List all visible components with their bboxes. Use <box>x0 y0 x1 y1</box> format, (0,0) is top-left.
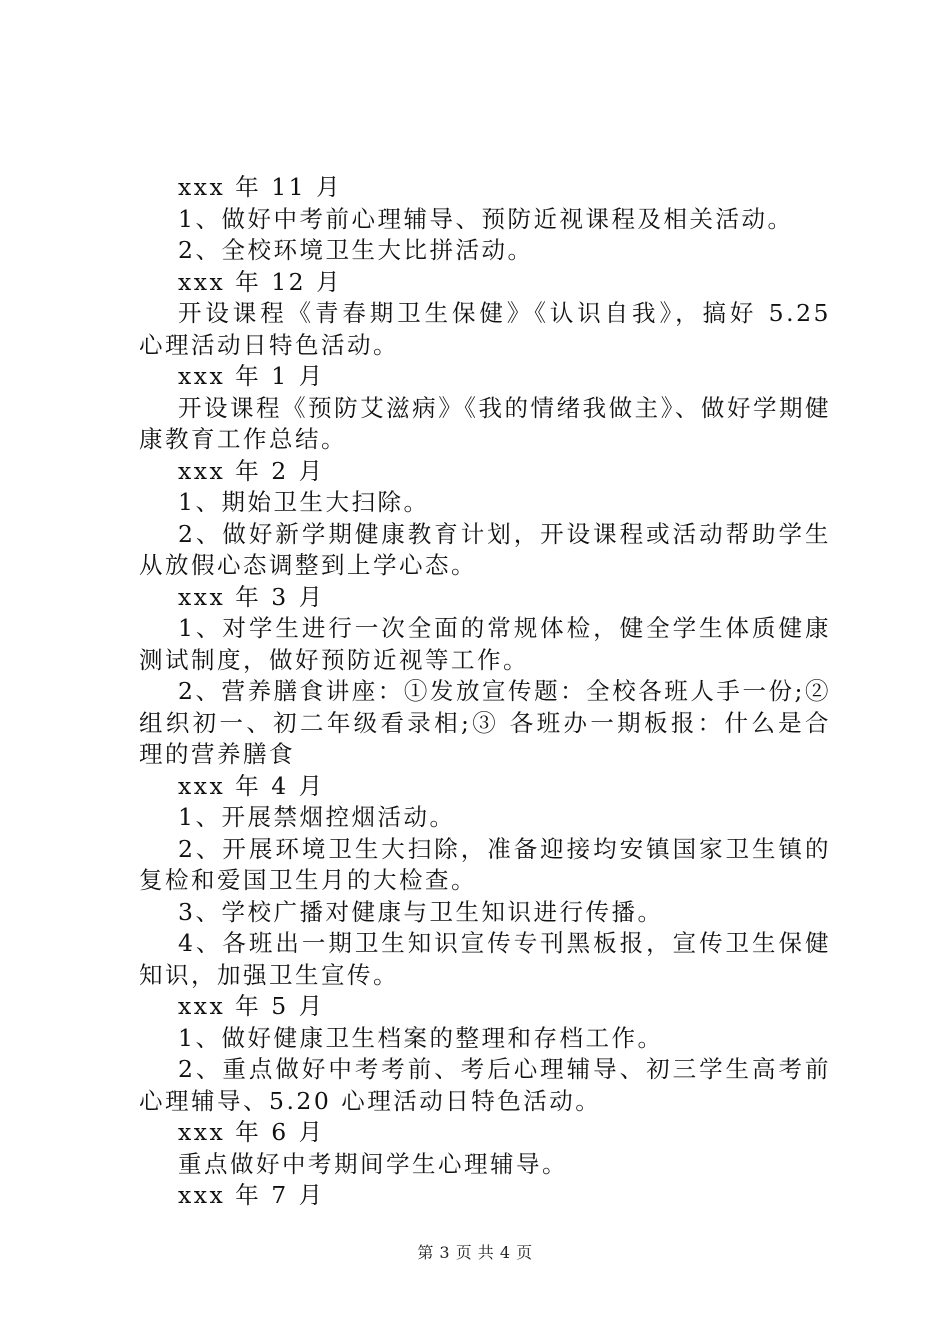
month-heading-nov: xxx 年 11 月 <box>178 173 343 201</box>
paragraph-jun-1: 重点做好中考期间学生心理辅导。 <box>178 1149 568 1178</box>
month-heading-may: xxx 年 5 月 <box>178 992 325 1020</box>
paragraph-apr-2: 2、开展环境卫生大扫除，准备迎接均安镇国家卫生镇的复检和爱国卫生月的大检查。 <box>139 834 831 894</box>
paragraph-apr-1: 1、开展禁烟控烟活动。 <box>178 803 456 831</box>
month-heading-jan: xxx 年 1 月 <box>178 362 325 390</box>
paragraph-jan-1: 开设课程《预防艾滋病》《我的情绪我做主》、做好学期健康教育工作总结。 <box>139 393 831 453</box>
paragraph-dec-1: 开设课程《青春期卫生保健》《认识自我》，搞好 5.25 心理活动日特色活动。 <box>139 299 831 359</box>
month-heading-feb: xxx 年 2 月 <box>178 456 325 485</box>
month-heading-mar: xxx 年 3 月 <box>178 582 325 611</box>
paragraph-feb-1: 1、期始卫生大扫除。 <box>178 488 430 516</box>
document-body <box>139 172 831 1212</box>
paragraph-apr-3: 3、学校广播对健康与卫生知识进行传播。 <box>178 897 664 926</box>
paragraph-nov-2: 2、全校环境卫生大比拼活动。 <box>178 236 534 264</box>
paragraph-may-2: 2、重点做好中考考前、考后心理辅导、初三学生高考前心理辅导、5.20 心理活动日特色活动。 <box>139 1055 831 1115</box>
paragraph-mar-1: 1、对学生进行一次全面的常规体检，健全学生体质健康测试制度，做好预防近视等工作。 <box>139 614 831 674</box>
paragraph-may-1: 1、做好健康卫生档案的整理和存档工作。 <box>178 1023 664 1052</box>
paragraph-feb-2: 2、做好新学期健康教育计划，开设课程或活动帮助学生从放假心态调整到上学心态。 <box>139 519 831 579</box>
paragraph-apr-4: 4、各班出一期卫生知识宣传专刊黑板报，宣传卫生保健知识，加强卫生宣传。 <box>139 929 831 989</box>
month-heading-jun: xxx 年 6 月 <box>178 1118 325 1146</box>
paragraph-mar-2: 2、营养膳食讲座：①发放宣传题：全校各班人手一份;②组织初一、初二年级看录相;③ 各班办一期板报：什么是合理的营养膳食 <box>139 677 831 768</box>
month-heading-apr: xxx 年 4 月 <box>178 771 325 800</box>
paragraph-nov-1: 1、做好中考前心理辅导、预防近视课程及相关活动。 <box>178 204 794 233</box>
month-heading-jul: xxx 年 7 月 <box>178 1181 325 1209</box>
month-heading-dec: xxx 年 12 月 <box>178 267 343 296</box>
page-number-footer: 第 3 页 共 4 页 <box>417 1243 533 1262</box>
